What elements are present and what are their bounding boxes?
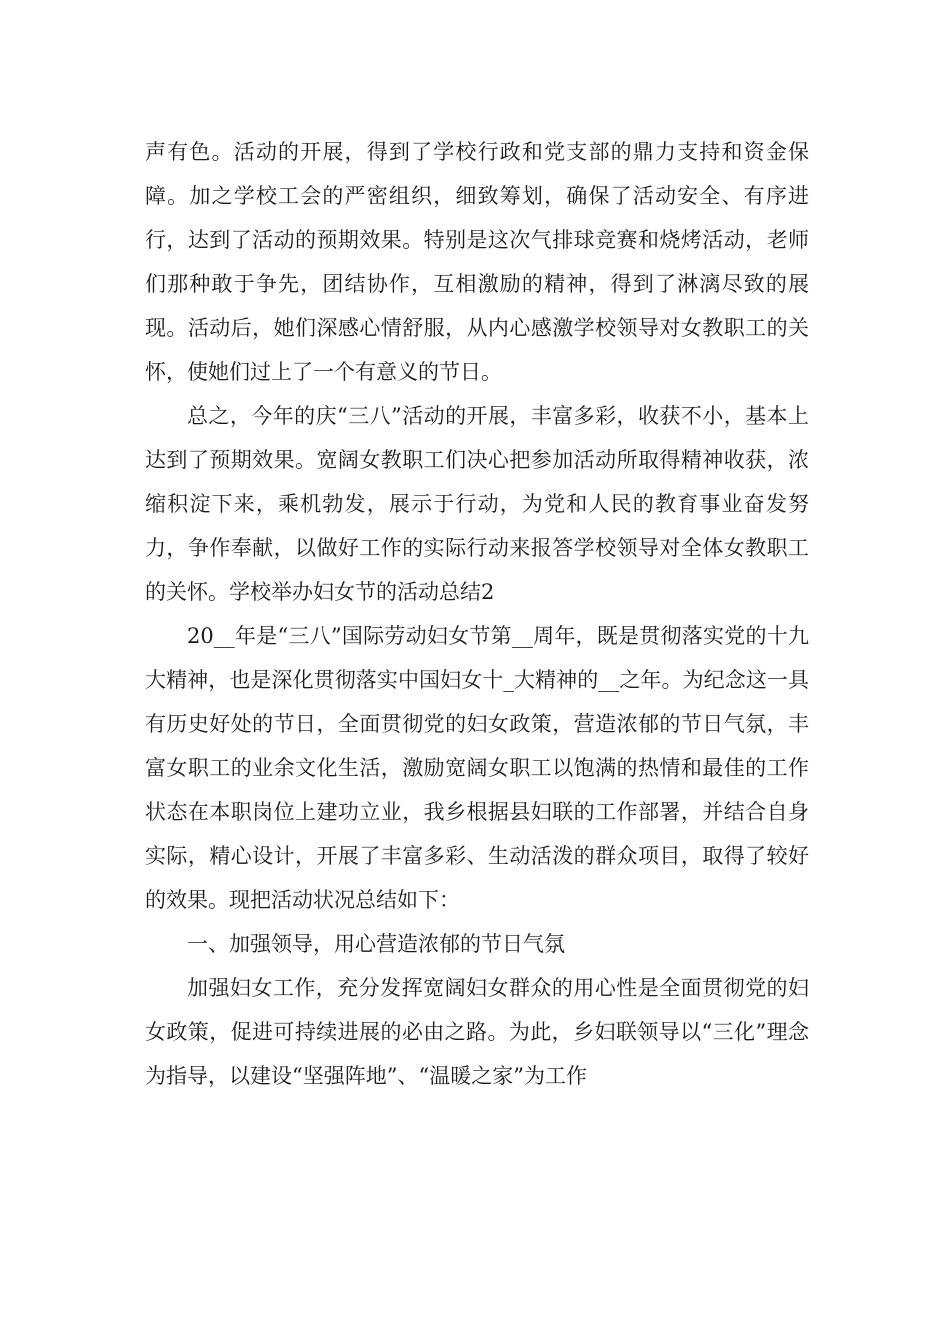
body-paragraph-4: 加强妇女工作，充分发挥宽阔妇女群众的用心性是全面贯彻党的妇女政策，促进可持续进展的必由之路。为此，乡妇联领导以“三化”理念为指导，以建设“坚强阵地”、“温暖之家”为工作 (145, 976, 809, 1088)
section-heading: 一、加强领导，用心营造浓郁的节日气氛 (187, 932, 565, 956)
document-page (145, 130, 809, 1098)
body-paragraph-3: 20__年是“三八”国际劳动妇女节第__周年，既是贯彻落实党的十九大精神，也是深化贯彻落实中国妇女十_大精神的__之年。为纪念这一具有历史好处的节日，全面贯彻党的妇女政策，营造浓郁的节日气氛，丰富女职工的业余文化生活，激励宽阔女职工以饱满的热情和最佳的工作状态在本职岗位上建功立业，我乡根据县妇联的工作部署，并结合自身实际，精心设计，开展了丰富多彩、生动活泼的群众项目，取得了较好的效果。现把活动状况总结如下： (145, 624, 809, 912)
body-paragraph-1: 声有色。活动的开展，得到了学校行政和党支部的鼎力支持和资金保障。加之学校工会的严密组织，细致筹划，确保了活动安全、有序进行，达到了活动的预期效果。特别是这次气排球竞赛和烧烤活动，老师们那种敢于争先，团结协作，互相激励的精神，得到了淋漓尽致的展现。活动后，她们深感心情舒服，从内心感激学校领导对女教职工的关怀，使她们过上了一个有意义的节日。 (145, 140, 809, 384)
body-paragraph-2: 总之，今年的庆“三八”活动的开展，丰富多彩，收获不小，基本上达到了预期效果。宽阔女教职工们决心把参加活动所取得精神收获，浓缩积淀下来，乘机勃发，展示于行动，为党和人民的教育事业奋发努力，争作奉献，以做好工作的实际行动来报答学校领导对全体女教职工的关怀。学校举办妇女节的活动总结2 (145, 404, 809, 604)
